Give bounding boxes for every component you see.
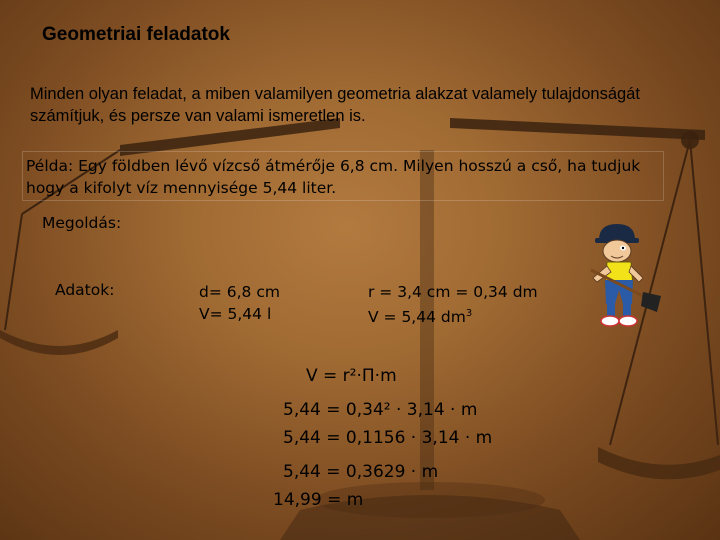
radius-conversion: r = 3,4 cm = 0,34 dm: [368, 283, 538, 301]
formula-step: 5,44 = 0,1156 · 3,14 · m: [283, 428, 493, 448]
volume-conversion: [368, 303, 538, 328]
given-values: [199, 281, 280, 325]
intro-line: számítjuk, és persze van valami ismeretlen is.: [30, 107, 366, 125]
cube-exponent: 3: [465, 308, 473, 319]
given-volume: V= 5,44 l: [199, 305, 272, 323]
formula-volume: V = r²·Π·m: [306, 366, 397, 386]
intro-paragraph: [30, 83, 640, 127]
page-title: Geometriai feladatok: [42, 24, 230, 45]
intro-line: Minden olyan feladat, a miben valamilyen geometria alakzat valamely tulajdonságát: [30, 85, 640, 103]
formula-step: 5,44 = 0,34² · 3,14 · m: [283, 400, 478, 420]
data-label: Adatok:: [55, 281, 115, 299]
example-paragraph: [26, 155, 640, 199]
worker-digging-icon: [585, 218, 667, 328]
given-diameter: d= 6,8 cm: [199, 283, 280, 301]
example-line: Példa: Egy földben lévő vízcső átmérője 6,8 cm. Milyen hosszú a cső, ha tudjuk: [26, 157, 641, 175]
solution-label: Megoldás:: [42, 214, 122, 232]
formula-step: 5,44 = 0,3629 · m: [283, 462, 439, 482]
example-line: hogy a kifolyt víz mennyisége 5,44 liter.: [26, 179, 337, 197]
converted-values: [368, 281, 538, 328]
formula-result: 14,99 = m: [273, 490, 364, 510]
volume-conversion-text: V = 5,44 dm: [368, 308, 466, 326]
